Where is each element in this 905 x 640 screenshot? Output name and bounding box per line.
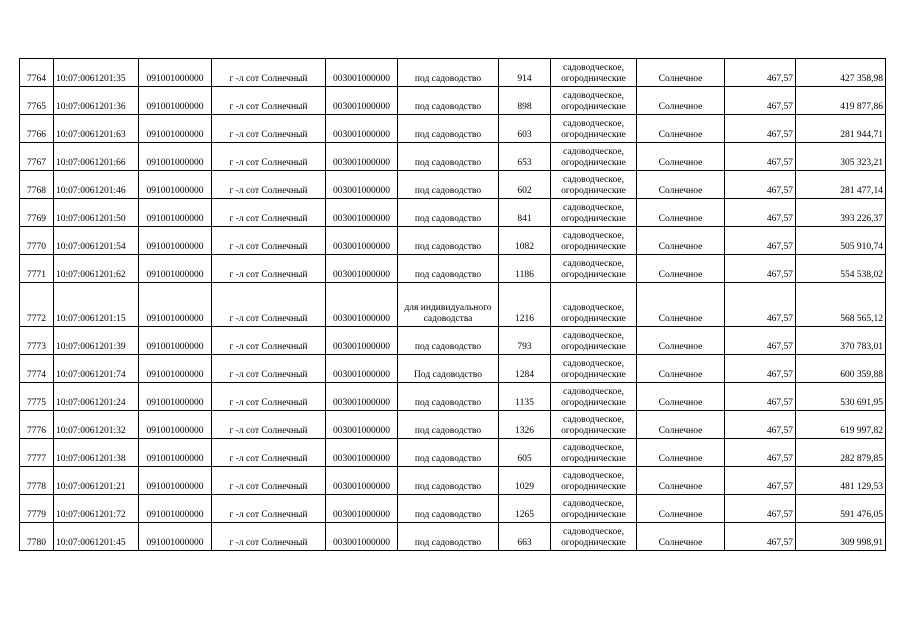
- area-cell: 653: [499, 143, 551, 171]
- cadastral-value-cell: 591 476,05: [796, 495, 886, 523]
- category-cell: садоводческое, огороднические: [551, 227, 637, 255]
- okato-code-cell: 091001000000: [139, 495, 212, 523]
- locality-cell: г -л сот Солнечный: [212, 59, 326, 87]
- okato-code-cell: 091001000000: [139, 523, 212, 551]
- rate-cell: 467,57: [725, 467, 796, 495]
- cadastral-value-cell: 554 538,02: [796, 255, 886, 283]
- purpose-cell: под садоводство: [398, 87, 499, 115]
- purpose-cell: под садоводство: [398, 143, 499, 171]
- locality-cell: г -л сот Солнечный: [212, 523, 326, 551]
- code-cell: 003001000000: [326, 227, 398, 255]
- name-cell: Солнечное: [637, 355, 725, 383]
- table-row: [20, 199, 886, 227]
- row-number-cell: 7769: [20, 199, 54, 227]
- purpose-cell: Под садоводство: [398, 355, 499, 383]
- category-cell: садоводческое, огороднические: [551, 439, 637, 467]
- category-cell: садоводческое, огороднические: [551, 467, 637, 495]
- cadastral-number-cell: 10:07:0061201:72: [54, 495, 139, 523]
- name-cell: Солнечное: [637, 143, 725, 171]
- category-cell: садоводческое, огороднические: [551, 327, 637, 355]
- purpose-cell: для индивидуального садоводства: [398, 283, 499, 327]
- name-cell: Солнечное: [637, 59, 725, 87]
- area-cell: 1186: [499, 255, 551, 283]
- name-cell: Солнечное: [637, 523, 725, 551]
- rate-cell: 467,57: [725, 355, 796, 383]
- code-cell: 003001000000: [326, 383, 398, 411]
- row-number-cell: 7767: [20, 143, 54, 171]
- table-row: [20, 383, 886, 411]
- table-row: [20, 171, 886, 199]
- name-cell: Солнечное: [637, 199, 725, 227]
- area-cell: 1082: [499, 227, 551, 255]
- purpose-cell: под садоводство: [398, 523, 499, 551]
- cadastral-number-cell: 10:07:0061201:62: [54, 255, 139, 283]
- code-cell: 003001000000: [326, 199, 398, 227]
- area-cell: 898: [499, 87, 551, 115]
- code-cell: 003001000000: [326, 467, 398, 495]
- area-cell: 1029: [499, 467, 551, 495]
- okato-code-cell: 091001000000: [139, 283, 212, 327]
- purpose-cell: под садоводство: [398, 439, 499, 467]
- name-cell: Солнечное: [637, 87, 725, 115]
- table-body: [20, 59, 886, 551]
- rate-cell: 467,57: [725, 199, 796, 227]
- row-number-cell: 7779: [20, 495, 54, 523]
- name-cell: Солнечное: [637, 115, 725, 143]
- table-row: [20, 327, 886, 355]
- locality-cell: г -л сот Солнечный: [212, 411, 326, 439]
- purpose-cell: под садоводство: [398, 255, 499, 283]
- okato-code-cell: 091001000000: [139, 227, 212, 255]
- okato-code-cell: 091001000000: [139, 255, 212, 283]
- purpose-cell: под садоводство: [398, 467, 499, 495]
- cadastral-number-cell: 10:07:0061201:45: [54, 523, 139, 551]
- cadastral-value-cell: 530 691,95: [796, 383, 886, 411]
- category-cell: садоводческое, огороднические: [551, 59, 637, 87]
- code-cell: 003001000000: [326, 115, 398, 143]
- rate-cell: 467,57: [725, 411, 796, 439]
- cadastral-number-cell: 10:07:0061201:21: [54, 467, 139, 495]
- locality-cell: г -л сот Солнечный: [212, 199, 326, 227]
- locality-cell: г -л сот Солнечный: [212, 143, 326, 171]
- okato-code-cell: 091001000000: [139, 439, 212, 467]
- code-cell: 003001000000: [326, 523, 398, 551]
- name-cell: Солнечное: [637, 495, 725, 523]
- rate-cell: 467,57: [725, 495, 796, 523]
- name-cell: Солнечное: [637, 467, 725, 495]
- purpose-cell: под садоводство: [398, 199, 499, 227]
- row-number-cell: 7766: [20, 115, 54, 143]
- cadastral-number-cell: 10:07:0061201:63: [54, 115, 139, 143]
- area-cell: 1284: [499, 355, 551, 383]
- cadastral-value-cell: 305 323,21: [796, 143, 886, 171]
- okato-code-cell: 091001000000: [139, 467, 212, 495]
- okato-code-cell: 091001000000: [139, 383, 212, 411]
- table-row: [20, 355, 886, 383]
- rate-cell: 467,57: [725, 115, 796, 143]
- cadastral-value-cell: 600 359,88: [796, 355, 886, 383]
- cadastral-number-cell: 10:07:0061201:38: [54, 439, 139, 467]
- cadastral-number-cell: 10:07:0061201:39: [54, 327, 139, 355]
- locality-cell: г -л сот Солнечный: [212, 87, 326, 115]
- locality-cell: г -л сот Солнечный: [212, 115, 326, 143]
- row-number-cell: 7764: [20, 59, 54, 87]
- locality-cell: г -л сот Солнечный: [212, 467, 326, 495]
- cadastral-number-cell: 10:07:0061201:66: [54, 143, 139, 171]
- rate-cell: 467,57: [725, 87, 796, 115]
- cadastral-number-cell: 10:07:0061201:35: [54, 59, 139, 87]
- rate-cell: 467,57: [725, 327, 796, 355]
- row-number-cell: 7772: [20, 283, 54, 327]
- code-cell: 003001000000: [326, 255, 398, 283]
- area-cell: 1216: [499, 283, 551, 327]
- cadastral-value-cell: 393 226,37: [796, 199, 886, 227]
- code-cell: 003001000000: [326, 59, 398, 87]
- purpose-cell: под садоводство: [398, 171, 499, 199]
- code-cell: 003001000000: [326, 171, 398, 199]
- row-number-cell: 7768: [20, 171, 54, 199]
- okato-code-cell: 091001000000: [139, 411, 212, 439]
- name-cell: Солнечное: [637, 439, 725, 467]
- rate-cell: 467,57: [725, 143, 796, 171]
- cadastral-value-cell: 282 879,85: [796, 439, 886, 467]
- cadastral-value-cell: 568 565,12: [796, 283, 886, 327]
- name-cell: Солнечное: [637, 283, 725, 327]
- cadastral-value-cell: 370 783,01: [796, 327, 886, 355]
- category-cell: садоводческое, огороднические: [551, 87, 637, 115]
- area-cell: 663: [499, 523, 551, 551]
- table-row: [20, 523, 886, 551]
- purpose-cell: под садоводство: [398, 227, 499, 255]
- area-cell: 603: [499, 115, 551, 143]
- cadastral-number-cell: 10:07:0061201:54: [54, 227, 139, 255]
- okato-code-cell: 091001000000: [139, 355, 212, 383]
- rate-cell: 467,57: [725, 255, 796, 283]
- purpose-cell: под садоводство: [398, 383, 499, 411]
- locality-cell: г -л сот Солнечный: [212, 495, 326, 523]
- code-cell: 003001000000: [326, 495, 398, 523]
- code-cell: 003001000000: [326, 327, 398, 355]
- cadastral-number-cell: 10:07:0061201:74: [54, 355, 139, 383]
- table-row: [20, 143, 886, 171]
- purpose-cell: под садоводство: [398, 59, 499, 87]
- rate-cell: 467,57: [725, 439, 796, 467]
- name-cell: Солнечное: [637, 255, 725, 283]
- cadastral-value-cell: 281 944,71: [796, 115, 886, 143]
- table-row: [20, 255, 886, 283]
- category-cell: садоводческое, огороднические: [551, 355, 637, 383]
- cadastral-number-cell: 10:07:0061201:46: [54, 171, 139, 199]
- area-cell: 793: [499, 327, 551, 355]
- code-cell: 003001000000: [326, 439, 398, 467]
- cadastral-number-cell: 10:07:0061201:50: [54, 199, 139, 227]
- table-row: [20, 411, 886, 439]
- area-cell: 602: [499, 171, 551, 199]
- code-cell: 003001000000: [326, 283, 398, 327]
- table-row: [20, 115, 886, 143]
- okato-code-cell: 091001000000: [139, 87, 212, 115]
- name-cell: Солнечное: [637, 383, 725, 411]
- rate-cell: 467,57: [725, 171, 796, 199]
- row-number-cell: 7774: [20, 355, 54, 383]
- cadastral-value-cell: 619 997,82: [796, 411, 886, 439]
- locality-cell: г -л сот Солнечный: [212, 171, 326, 199]
- rate-cell: 467,57: [725, 283, 796, 327]
- okato-code-cell: 091001000000: [139, 59, 212, 87]
- code-cell: 003001000000: [326, 143, 398, 171]
- category-cell: садоводческое, огороднические: [551, 171, 637, 199]
- cadastral-value-cell: 309 998,91: [796, 523, 886, 551]
- category-cell: садоводческое, огороднические: [551, 199, 637, 227]
- area-cell: 1265: [499, 495, 551, 523]
- row-number-cell: 7773: [20, 327, 54, 355]
- land-parcels-table: [19, 58, 886, 551]
- okato-code-cell: 091001000000: [139, 199, 212, 227]
- cadastral-number-cell: 10:07:0061201:36: [54, 87, 139, 115]
- code-cell: 003001000000: [326, 411, 398, 439]
- area-cell: 1135: [499, 383, 551, 411]
- cadastral-value-cell: 419 877,86: [796, 87, 886, 115]
- okato-code-cell: 091001000000: [139, 115, 212, 143]
- purpose-cell: под садоводство: [398, 115, 499, 143]
- table-row: [20, 227, 886, 255]
- area-cell: 841: [499, 199, 551, 227]
- name-cell: Солнечное: [637, 227, 725, 255]
- category-cell: садоводческое, огороднические: [551, 143, 637, 171]
- row-number-cell: 7770: [20, 227, 54, 255]
- name-cell: Солнечное: [637, 327, 725, 355]
- table-row: [20, 439, 886, 467]
- table-row: [20, 495, 886, 523]
- row-number-cell: 7776: [20, 411, 54, 439]
- purpose-cell: под садоводство: [398, 327, 499, 355]
- cadastral-number-cell: 10:07:0061201:15: [54, 283, 139, 327]
- okato-code-cell: 091001000000: [139, 327, 212, 355]
- locality-cell: г -л сот Солнечный: [212, 283, 326, 327]
- category-cell: садоводческое, огороднические: [551, 115, 637, 143]
- cadastral-value-cell: 505 910,74: [796, 227, 886, 255]
- name-cell: Солнечное: [637, 171, 725, 199]
- category-cell: садоводческое, огороднические: [551, 523, 637, 551]
- rate-cell: 467,57: [725, 523, 796, 551]
- rate-cell: 467,57: [725, 227, 796, 255]
- cadastral-value-cell: 427 358,98: [796, 59, 886, 87]
- code-cell: 003001000000: [326, 87, 398, 115]
- row-number-cell: 7765: [20, 87, 54, 115]
- row-number-cell: 7777: [20, 439, 54, 467]
- row-number-cell: 7771: [20, 255, 54, 283]
- cadastral-number-cell: 10:07:0061201:24: [54, 383, 139, 411]
- row-number-cell: 7778: [20, 467, 54, 495]
- table-row: [20, 467, 886, 495]
- cadastral-value-cell: 481 129,53: [796, 467, 886, 495]
- name-cell: Солнечное: [637, 411, 725, 439]
- area-cell: 1326: [499, 411, 551, 439]
- table-row: [20, 283, 886, 327]
- locality-cell: г -л сот Солнечный: [212, 383, 326, 411]
- purpose-cell: под садоводство: [398, 411, 499, 439]
- row-number-cell: 7775: [20, 383, 54, 411]
- area-cell: 605: [499, 439, 551, 467]
- category-cell: садоводческое, огороднические: [551, 383, 637, 411]
- rate-cell: 467,57: [725, 383, 796, 411]
- purpose-cell: под садоводство: [398, 495, 499, 523]
- category-cell: садоводческое, огороднические: [551, 495, 637, 523]
- okato-code-cell: 091001000000: [139, 171, 212, 199]
- locality-cell: г -л сот Солнечный: [212, 255, 326, 283]
- code-cell: 003001000000: [326, 355, 398, 383]
- table-row: [20, 87, 886, 115]
- rate-cell: 467,57: [725, 59, 796, 87]
- category-cell: садоводческое, огороднические: [551, 255, 637, 283]
- locality-cell: г -л сот Солнечный: [212, 227, 326, 255]
- category-cell: садоводческое, огороднические: [551, 411, 637, 439]
- locality-cell: г -л сот Солнечный: [212, 355, 326, 383]
- locality-cell: г -л сот Солнечный: [212, 327, 326, 355]
- table-row: [20, 59, 886, 87]
- cadastral-value-cell: 281 477,14: [796, 171, 886, 199]
- cadastral-number-cell: 10:07:0061201:32: [54, 411, 139, 439]
- category-cell: садоводческое, огороднические: [551, 283, 637, 327]
- locality-cell: г -л сот Солнечный: [212, 439, 326, 467]
- okato-code-cell: 091001000000: [139, 143, 212, 171]
- area-cell: 914: [499, 59, 551, 87]
- row-number-cell: 7780: [20, 523, 54, 551]
